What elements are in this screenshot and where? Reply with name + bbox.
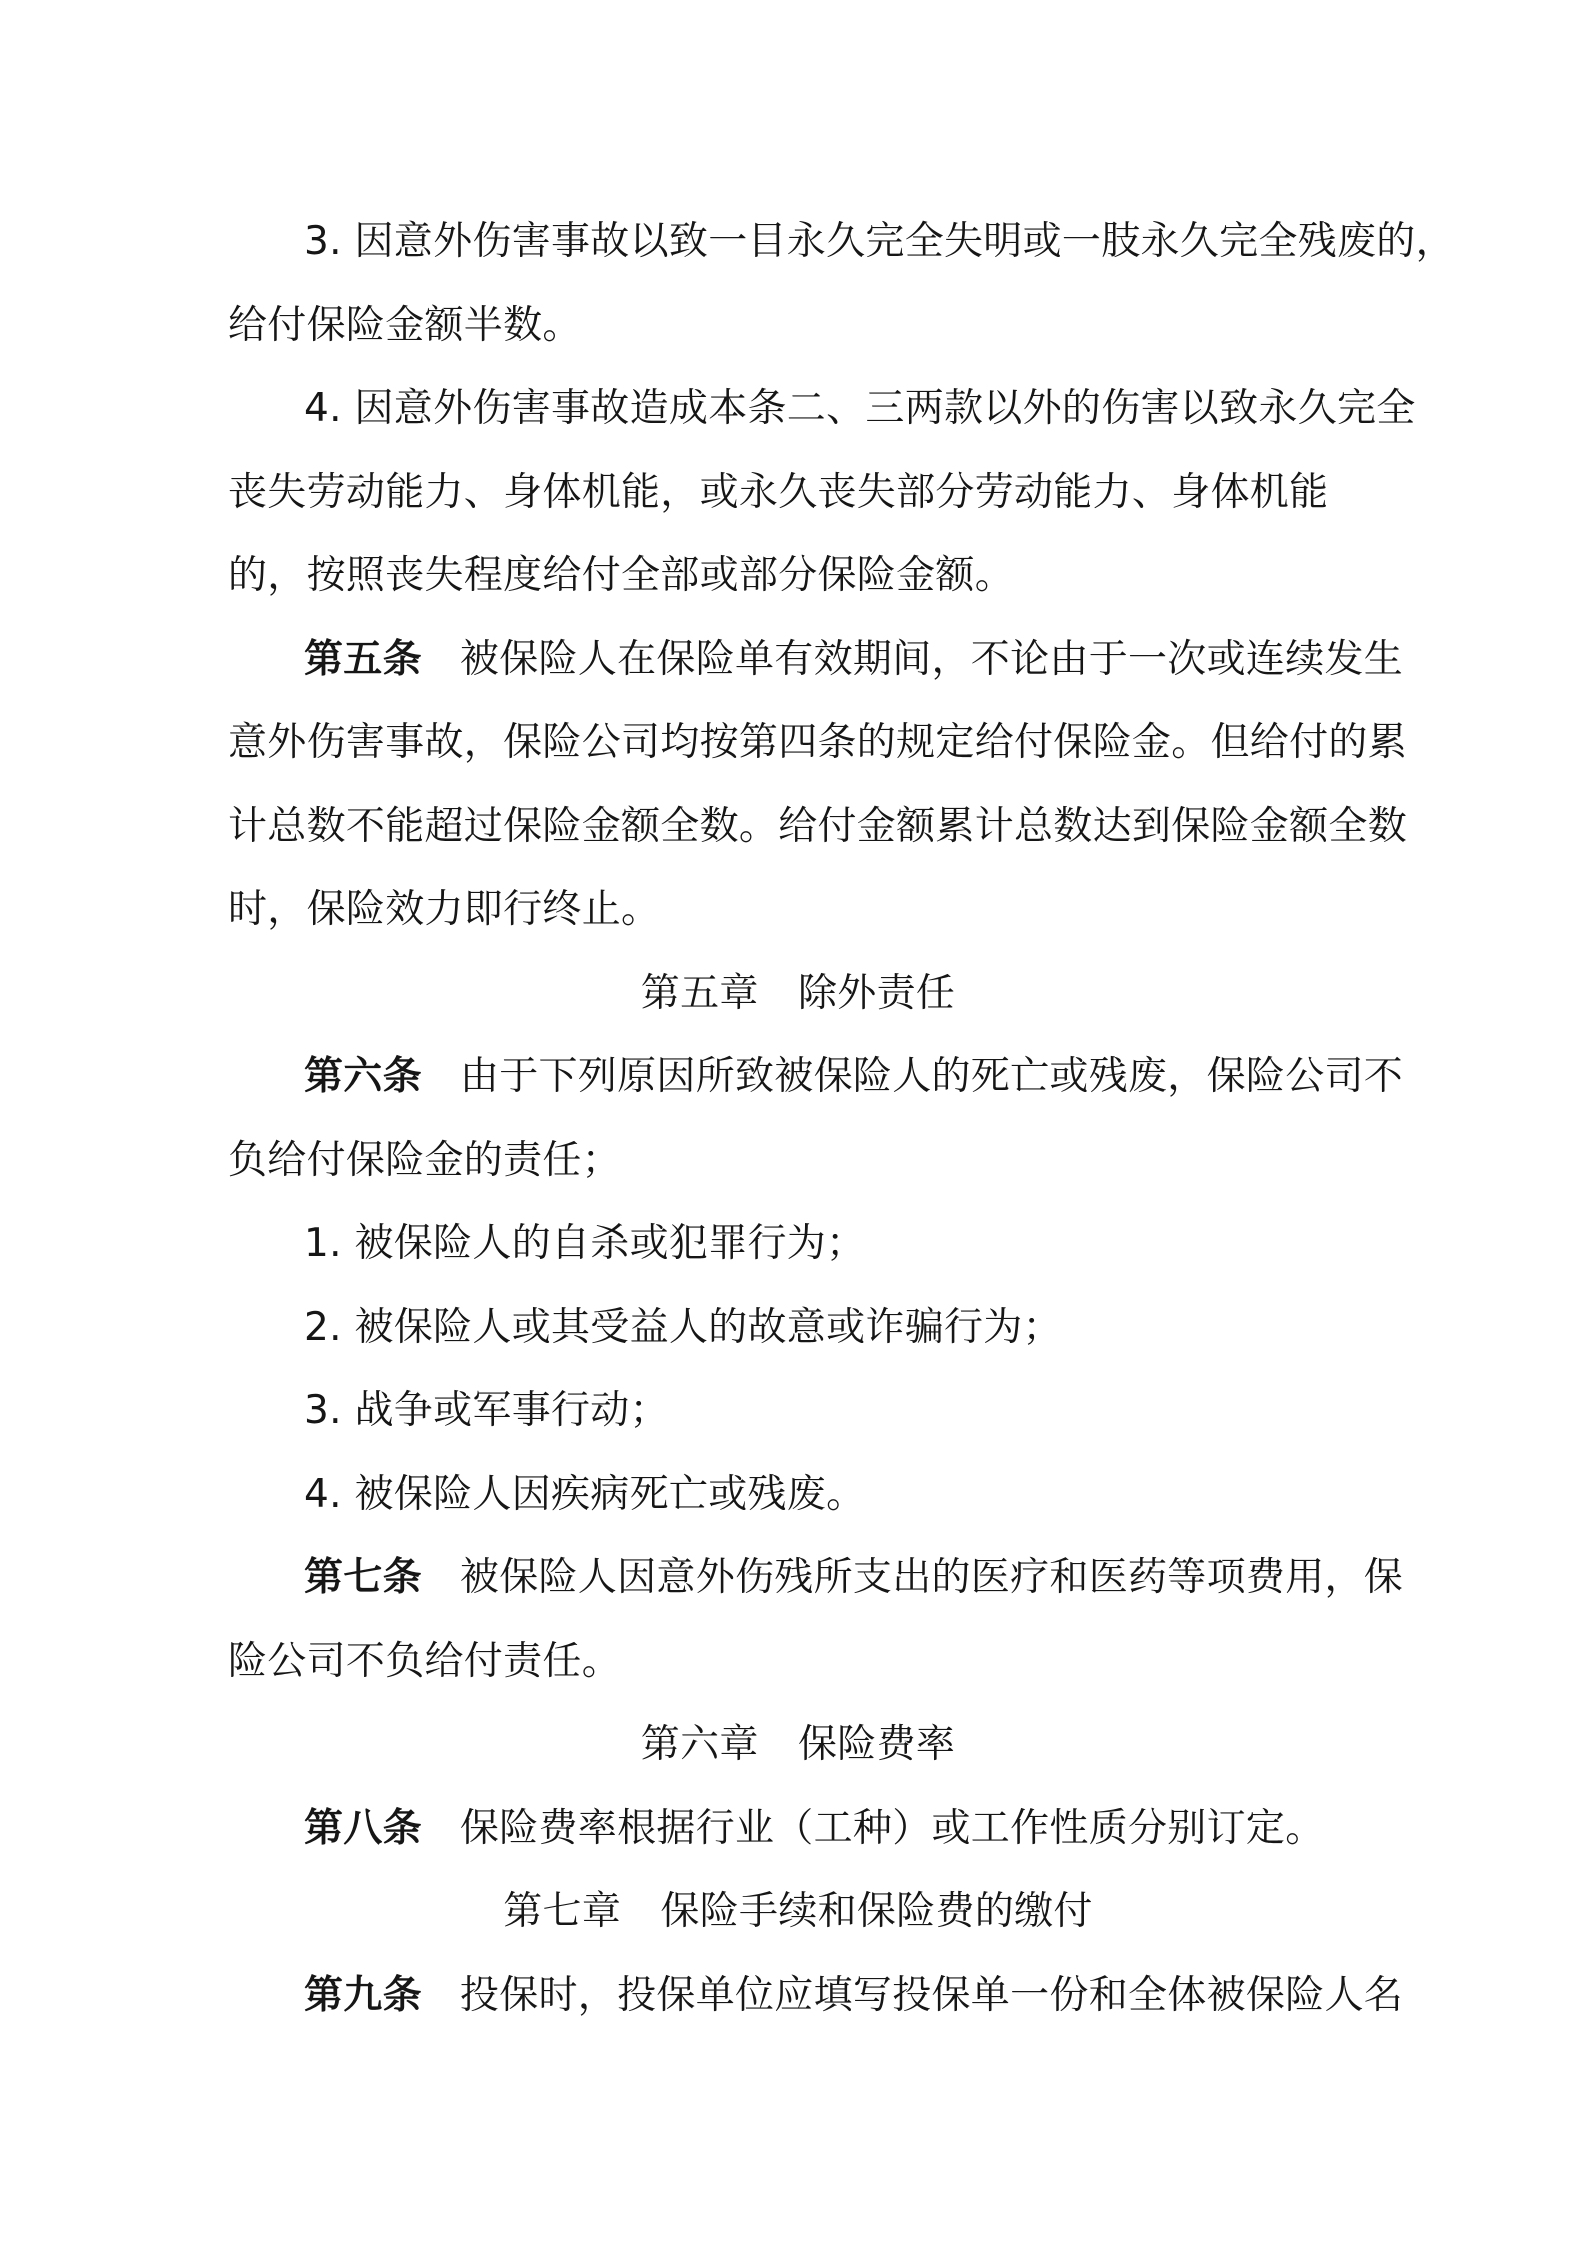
exclusion-item-1: 1. 被保险人的自杀或犯罪行为；	[304, 1221, 866, 1266]
article-7-line-2: 险公司不负给付责任。	[228, 1638, 622, 1684]
article-number: 第五条	[304, 636, 422, 682]
clause-4-line-2: 丧失劳动能力、身体机能，或永久丧失部分劳动能力、身体机能	[228, 469, 1329, 515]
clause-4-line-1: 4. 因意外伤害事故造成本条二、三两款以外的伤害以致永久完全	[304, 386, 1416, 431]
article-5-line-2: 意外伤害事故，保险公司均按第四条的规定给付保险金。但给付的累	[228, 720, 1408, 765]
article-number: 第七条	[304, 1555, 422, 1600]
chapter-6-heading: 第六章 保险费率	[640, 1722, 956, 1767]
article-5-line-4: 时，保险效力即行终止。	[228, 887, 661, 932]
clause-3-line-2: 给付保险金额半数。	[228, 302, 582, 348]
clause-4-line-3: 的，按照丧失程度给付全部或部分保险金额。	[228, 553, 1015, 598]
article-6-line-1: 第六条 由于下列原因所致被保险人的死亡或残废，保险公司不	[304, 1054, 1404, 1099]
article-7-line-1: 第七条 被保险人因意外伤残所支出的医疗和医药等项费用，保	[304, 1555, 1404, 1600]
exclusion-item-3: 3. 战争或军事行动；	[304, 1388, 669, 1433]
chapter-7-heading: 第七章 保险手续和保险费的缴付	[503, 1889, 1093, 1934]
article-6-line-2: 负给付保险金的责任；	[228, 1137, 622, 1183]
article-5-line-1: 第五条 被保险人在保险单有效期间，不论由于一次或连续发生	[304, 636, 1404, 682]
article-number: 第六条	[304, 1054, 422, 1099]
exclusion-item-2: 2. 被保险人或其受益人的故意或诈骗行为；	[304, 1304, 1062, 1350]
article-number: 第八条	[304, 1805, 422, 1851]
article-5-line-3: 计总数不能超过保险金额全数。给付金额累计总数达到保险金额全数	[228, 803, 1408, 849]
article-9-line-1: 第九条 投保时，投保单位应填写投保单一份和全体被保险人名	[304, 1972, 1404, 2018]
chapter-5-heading: 第五章 除外责任	[640, 970, 956, 1016]
exclusion-item-4: 4. 被保险人因疾病死亡或残废。	[304, 1471, 866, 1517]
document-body	[228, 200, 1455, 2037]
article-8-line-1: 第八条 保险费率根据行业（工种）或工作性质分别订定。	[304, 1805, 1325, 1851]
article-number: 第九条	[304, 1972, 422, 2018]
clause-3-line-1: 3. 因意外伤害事故以致一目永久完全失明或一肢永久完全残废的，	[304, 219, 1455, 264]
